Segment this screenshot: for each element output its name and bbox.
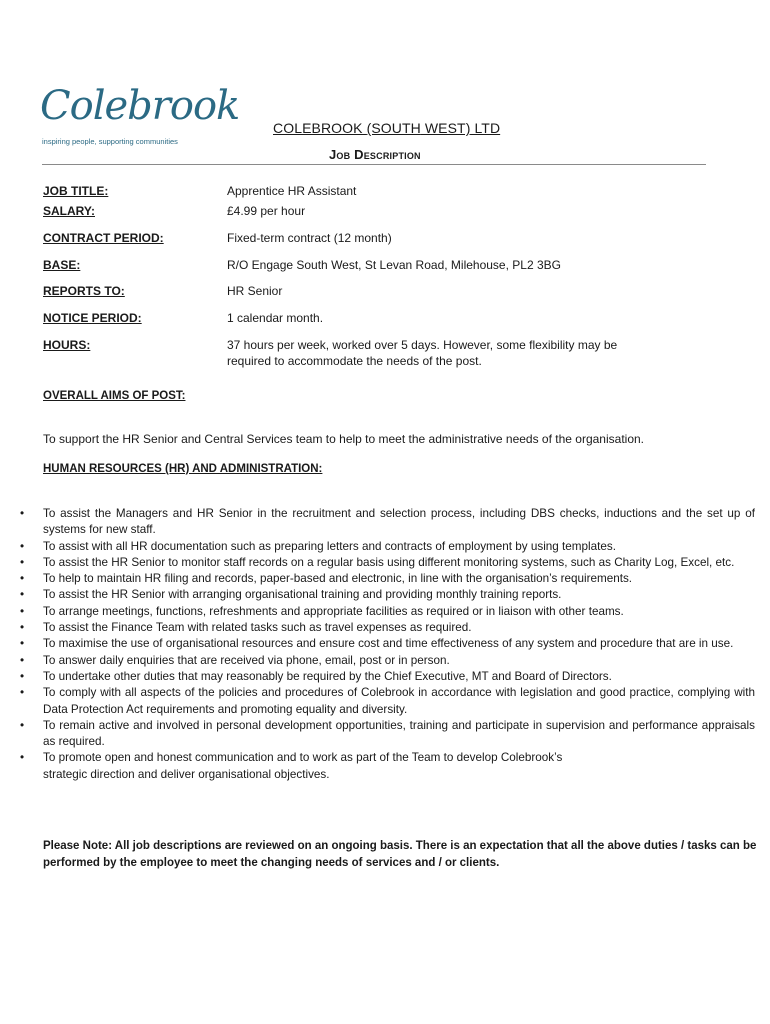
detail-row-notice-period bbox=[43, 310, 683, 337]
duty-text: To assist the HR Senior with arranging organisational training and providing monthly training reports. bbox=[43, 588, 562, 602]
duty-text: To comply with all aspects of the policies and procedures of Colebrook in accordance with legislation and good practice, complying with Data Protection Act requirements and promoting equality and diversity. bbox=[43, 686, 755, 716]
list-item bbox=[0, 669, 755, 685]
duty-text: To arrange meetings, functions, refreshments and appropriate facilities as required or in liaison with other teams. bbox=[43, 604, 624, 618]
bullet-icon: • bbox=[20, 718, 25, 732]
detail-label: CONTRACT PERIOD: bbox=[43, 231, 164, 245]
detail-row-contract-period bbox=[43, 230, 683, 257]
detail-row-base bbox=[43, 257, 683, 283]
bullet-icon: • bbox=[20, 669, 25, 683]
list-item bbox=[0, 506, 755, 539]
company-name-part-2: (SOUTH bbox=[366, 120, 421, 136]
bullet-icon: • bbox=[20, 686, 25, 700]
logo-tagline: inspiring people, supporting communities bbox=[42, 137, 178, 146]
bullet-icon: • bbox=[20, 653, 25, 667]
detail-row-hours bbox=[43, 337, 683, 377]
list-item bbox=[0, 685, 755, 718]
detail-label: REPORTS TO: bbox=[43, 284, 125, 298]
duty-text: To undertake other duties that may reasonably be required by the Chief Executive, MT and Board of Directors. bbox=[43, 669, 612, 683]
duty-text: To assist the HR Senior to monitor staff records on a regular basis using different monitoring systems, such as Charity Log, Excel, etc. bbox=[43, 555, 735, 569]
company-name bbox=[273, 120, 500, 136]
bullet-icon: • bbox=[20, 555, 25, 569]
bullet-icon: • bbox=[20, 539, 25, 553]
list-item bbox=[0, 571, 755, 587]
list-item bbox=[0, 620, 755, 636]
detail-row-job-title bbox=[43, 183, 683, 203]
detail-value: R/O Engage South West, St Levan Road, Milehouse, PL2 3BG bbox=[227, 258, 561, 272]
list-item bbox=[0, 750, 755, 783]
duty-text: To assist the Finance Team with related tasks such as travel expenses as required. bbox=[43, 621, 472, 635]
job-details bbox=[43, 183, 683, 377]
review-note: Please Note: All job descriptions are reviewed on an ongoing basis. There is an expectation that all the above duties / tasks can be performed by the employee to meet the changing needs of services and / or clients. bbox=[43, 840, 757, 869]
company-name-part-1: COLEBROOK bbox=[273, 120, 367, 136]
duty-text: To assist the Managers and HR Senior in the recruitment and selection process, including DBS checks, inductions and the set up of systems for new staff. bbox=[43, 507, 755, 537]
bullet-icon: • bbox=[20, 751, 25, 765]
list-item bbox=[0, 653, 755, 669]
detail-row-reports-to bbox=[43, 283, 683, 310]
bullet-icon: • bbox=[20, 588, 25, 602]
document-title: Job Description bbox=[329, 147, 421, 162]
duty-text: To answer daily enquiries that are received via phone, email, post or in person. bbox=[43, 653, 450, 667]
duties-list bbox=[0, 506, 760, 783]
bullet-icon: • bbox=[20, 637, 25, 651]
detail-value: Fixed-term contract (12 month) bbox=[227, 231, 392, 245]
list-item bbox=[0, 718, 755, 751]
detail-label: SALARY: bbox=[43, 204, 95, 218]
company-name-part-4: LTD bbox=[470, 120, 501, 136]
duty-text: To assist with all HR documentation such as preparing letters and contracts of employment by using templates. bbox=[43, 539, 616, 553]
detail-label: NOTICE PERIOD: bbox=[43, 311, 142, 325]
company-name-part-3: WEST) bbox=[420, 120, 471, 136]
list-item bbox=[0, 555, 755, 571]
logo-wordmark: Colebrook bbox=[40, 83, 240, 129]
hr-admin-heading: HUMAN RESOURCES (HR) AND ADMINISTRATION: bbox=[43, 463, 323, 475]
detail-value: HR Senior bbox=[227, 284, 283, 298]
duty-text: To remain active and involved in personal development opportunities, training and participate in supervision and performance appraisals as required. bbox=[43, 718, 755, 749]
detail-value: Apprentice HR Assistant bbox=[227, 184, 357, 198]
overall-aims-text: To support the HR Senior and Central Services team to help to meet the administrative needs of the organisation. bbox=[43, 432, 644, 446]
detail-label: JOB TITLE: bbox=[43, 184, 109, 198]
list-item bbox=[0, 587, 755, 603]
detail-value: 37 hours per week, worked over 5 days. However, some flexibility may be required to accommodate the needs of the post. bbox=[227, 338, 618, 368]
detail-label: HOURS: bbox=[43, 338, 91, 352]
duty-text: To promote open and honest communication and to work as part of the Team to develop Colebrook’s strategic direction and deliver organisational objectives. bbox=[43, 751, 563, 781]
detail-value: 1 calendar month. bbox=[227, 311, 324, 325]
colebrook-logo bbox=[40, 83, 240, 154]
detail-row-salary bbox=[43, 203, 683, 230]
bullet-icon: • bbox=[20, 604, 25, 618]
duty-text: To maximise the use of organisational resources and ensure cost and time effectiveness of any system and procedure that are in use. bbox=[43, 637, 734, 651]
duty-text: To help to maintain HR filing and records, paper-based and electronic, in line with the organisation’s requirements. bbox=[43, 572, 633, 586]
list-item bbox=[0, 636, 755, 652]
detail-value: £4.99 per hour bbox=[227, 204, 306, 218]
bullet-icon: • bbox=[20, 621, 25, 635]
list-item bbox=[0, 604, 755, 620]
bullet-icon: • bbox=[20, 507, 25, 520]
list-item bbox=[0, 539, 755, 555]
overall-aims-heading: OVERALL AIMS OF POST: bbox=[43, 390, 186, 402]
bullet-icon: • bbox=[20, 572, 25, 586]
header-divider bbox=[42, 164, 706, 165]
detail-label: BASE: bbox=[43, 258, 81, 272]
